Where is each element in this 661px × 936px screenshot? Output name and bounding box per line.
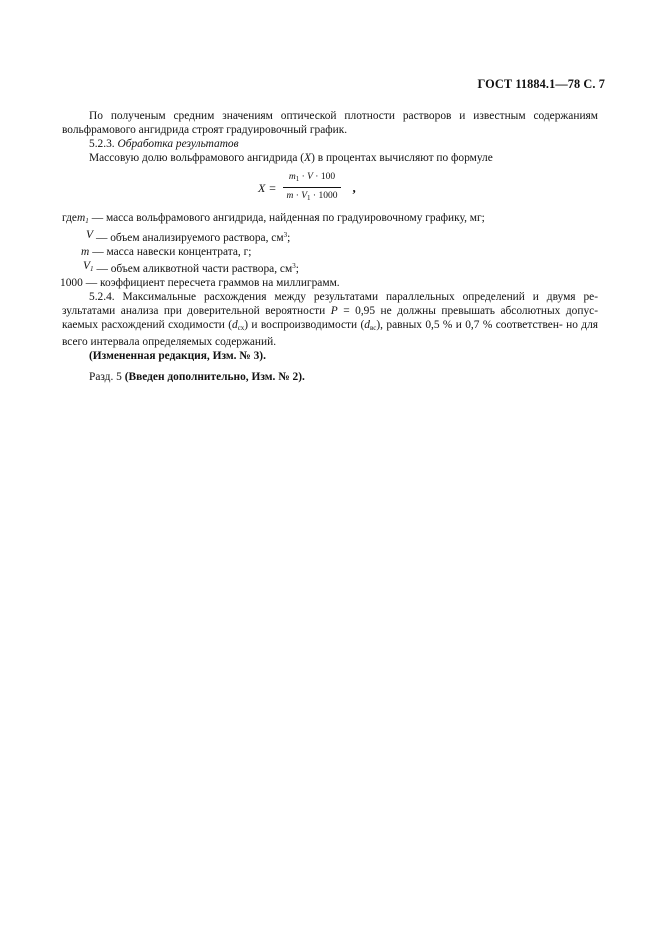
definition-end: ; bbox=[287, 232, 291, 244]
section-number: 5.2.3. bbox=[89, 138, 115, 150]
symbol-text: V bbox=[86, 229, 93, 241]
razd-bold: (Введен дополнительно, Изм. № 2). bbox=[124, 371, 305, 383]
definition-sup: 3 bbox=[292, 262, 296, 270]
den-rest: · 1000 bbox=[310, 191, 338, 201]
formula-intro-var: X bbox=[304, 152, 312, 164]
p524-d2-sub: вс bbox=[370, 324, 377, 332]
edition-note: (Измененная редакция, Изм. № 3). bbox=[89, 350, 266, 362]
num-m-sub: 1 bbox=[295, 175, 300, 183]
p524-line1: 5.2.4. Максимальные расхождения между результатами параллельных определений и двумя ре- bbox=[89, 291, 598, 303]
den-v-sub: 1 bbox=[307, 194, 311, 202]
definition-symbol bbox=[60, 276, 83, 290]
page-header: ГОСТ 11884.1—78 С. 7 bbox=[477, 77, 605, 91]
num-v: V bbox=[307, 172, 313, 182]
document-body bbox=[62, 109, 598, 384]
symbol-sub: 1 bbox=[89, 265, 94, 273]
p524-line4: но для всего интервала определяемых содержаний. bbox=[62, 319, 598, 348]
spacer bbox=[62, 363, 598, 370]
p524-d1-sub: сх bbox=[237, 324, 245, 332]
p524-var-p: P bbox=[330, 305, 338, 317]
definition-prefix: где bbox=[62, 212, 77, 224]
definition-item bbox=[62, 245, 598, 259]
p524-line3b: ) и воспроизводимости ( bbox=[244, 319, 365, 331]
symbol-text: 1000 bbox=[60, 277, 83, 289]
formula-block bbox=[62, 167, 598, 207]
den-v: V bbox=[301, 191, 308, 201]
definition-text: — масса вольфрамового ангидрида, найденная по градуировочному графику, мг; bbox=[91, 212, 485, 224]
section-title: Обработка результатов bbox=[117, 138, 239, 150]
p524-line3a: каемых расхождений сходимости ( bbox=[62, 319, 232, 331]
razd-note bbox=[62, 370, 598, 384]
den-dot: · bbox=[293, 191, 302, 201]
definition-item bbox=[62, 259, 598, 276]
p524-line2a: зультатами анализа при доверительной вероятности bbox=[62, 305, 331, 317]
p524-line3c: ), равных 0,5 % и 0,7 % соответствен- bbox=[376, 319, 563, 331]
definition-text bbox=[96, 259, 298, 276]
definition-end: ; bbox=[295, 263, 299, 275]
definition-item bbox=[60, 276, 598, 290]
definition-text: — масса навески концентрата, г; bbox=[92, 246, 252, 258]
definition-symbol bbox=[77, 211, 89, 228]
definition-text-main: — объем анализируемого раствора, см bbox=[95, 232, 284, 244]
definition-text: — коэффициент пересчета граммов на миллиграмм. bbox=[85, 277, 340, 289]
razd-prefix: Разд. 5 bbox=[89, 371, 125, 383]
definition-symbol bbox=[81, 245, 89, 259]
formula bbox=[258, 171, 356, 204]
formula-comma: , bbox=[352, 179, 356, 195]
num-rest: · 100 bbox=[312, 172, 336, 182]
paragraph-graph-line1: По полученым средним значениям оптической плотности растворов и известным содержаниям bbox=[89, 110, 598, 122]
symbol-text: V bbox=[83, 260, 90, 272]
definition-item bbox=[62, 211, 598, 228]
p524-d2: d bbox=[364, 319, 370, 331]
section-heading-523 bbox=[62, 137, 598, 151]
paragraph-graph-line2: вольфрамового ангидрида строят градуировочный график. bbox=[62, 124, 348, 136]
symbol-text: m bbox=[76, 212, 86, 224]
paragraph-524 bbox=[62, 290, 598, 349]
p524-line2b: = 0,95 не должны превышать абсолютных допус- bbox=[337, 305, 598, 317]
definition-text bbox=[96, 228, 290, 245]
formula-intro-after: ) в процентах вычисляют по формуле bbox=[311, 152, 493, 164]
symbol-sub: 1 bbox=[85, 217, 89, 225]
formula-fraction bbox=[280, 171, 343, 204]
den-m: m bbox=[286, 191, 294, 201]
formula-intro bbox=[62, 151, 598, 165]
formula-numerator bbox=[283, 171, 341, 188]
p524-d1: d bbox=[232, 319, 238, 331]
paragraph-graph bbox=[62, 109, 598, 137]
formula-denominator bbox=[280, 188, 343, 204]
definition-symbol bbox=[86, 228, 93, 245]
formula-lhs: X = bbox=[258, 180, 277, 195]
formula-intro-before: Массовую долю вольфрамового ангидрида ( bbox=[89, 152, 305, 164]
definition-item bbox=[62, 228, 598, 245]
symbol-text: m bbox=[81, 246, 90, 258]
definitions-list bbox=[62, 211, 598, 290]
num-m: m bbox=[288, 172, 296, 182]
definition-symbol bbox=[83, 259, 93, 276]
num-dot: · bbox=[299, 172, 308, 182]
definition-sup: 3 bbox=[283, 231, 288, 239]
definition-text-main: — объем аликвотной части раствора, см bbox=[96, 263, 293, 275]
